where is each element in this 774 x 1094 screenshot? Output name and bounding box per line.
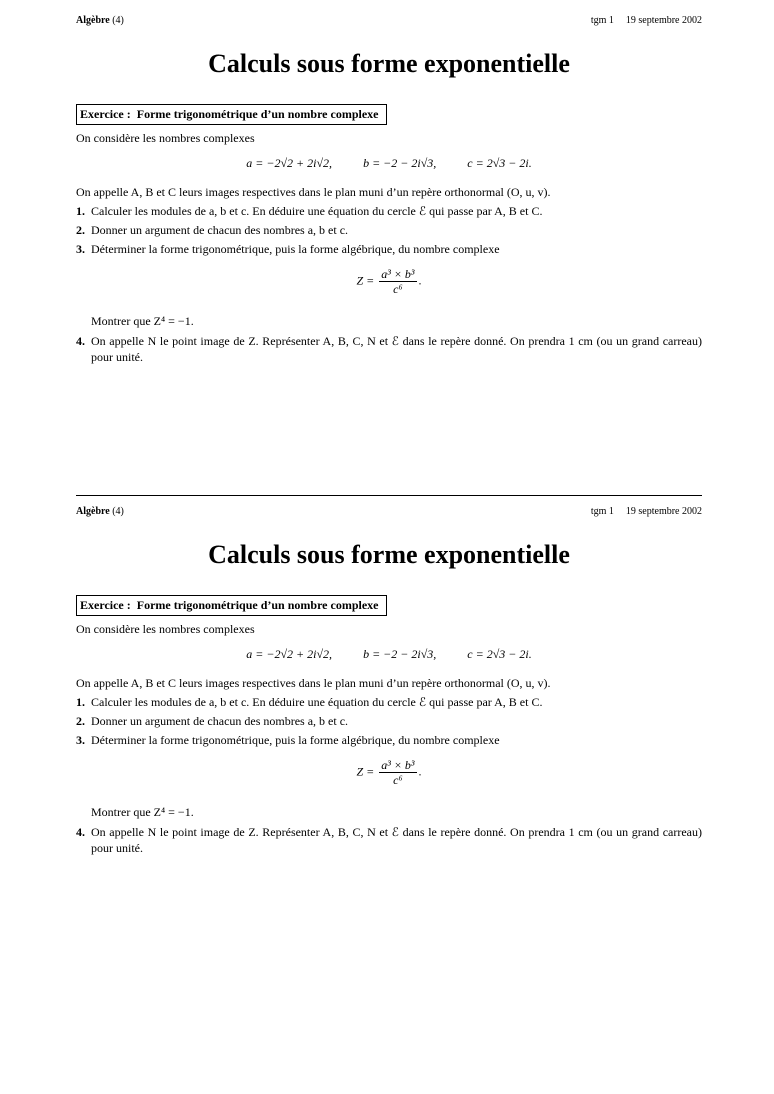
item-2-text: Donner un argument de chacun des nombres a, b et c.	[91, 223, 349, 237]
images-sentence: On appelle A, B et C leurs images respectives dans le plan muni d’un repère orthonormal (O, u, v).	[76, 676, 551, 690]
item-number: 1.	[76, 695, 85, 709]
page-title: Calculs sous forme exponentielle	[208, 540, 570, 569]
item-3-text: Déterminer la forme trigonométrique, puis la forme algébrique, du nombre complexe	[91, 733, 500, 747]
equation-c: c = 2√3 − 2i.	[467, 156, 532, 170]
equation-line	[76, 154, 702, 172]
equation-a: a = −2√2 + 2i√2,	[246, 647, 333, 661]
separator-rule	[76, 495, 702, 496]
item-number: 4.	[76, 825, 85, 839]
formula-tail: .	[418, 764, 422, 779]
formula-lhs: Z =	[356, 273, 375, 288]
item-number: 3.	[76, 733, 85, 747]
page-header	[76, 14, 702, 28]
item-1-text: Calculer les modules de a, b et c. En déduire une équation du cercle ℰ qui passe par A, B et C.	[91, 204, 543, 218]
header-chapter: (4)	[112, 506, 124, 517]
formula-fraction	[379, 758, 416, 787]
formula-denominator: c⁶	[393, 282, 403, 296]
equation-b: b = −2 − 2i√3,	[363, 156, 437, 170]
item-number: 3.	[76, 242, 85, 256]
header-subject: Algèbre	[76, 506, 110, 517]
header-class: tgm 1	[590, 15, 614, 26]
intro-text: On considère les nombres complexes	[76, 131, 255, 145]
item-4-text: On appelle N le point image de Z. Représenter A, B, C, N et ℰ dans le repère donné. On prendra 1 cm (ou un grand carreau) pour unité.	[91, 334, 702, 364]
formula-z	[76, 758, 702, 787]
item-4-text: On appelle N le point image de Z. Représenter A, B, C, N et ℰ dans le repère donné. On prendra 1 cm (ou un grand carreau) pour unité.	[91, 825, 702, 855]
item-2-text: Donner un argument de chacun des nombres a, b et c.	[91, 714, 349, 728]
exercise-title: Forme trigonométrique d’un nombre complexe	[136, 107, 379, 121]
equation-b: b = −2 − 2i√3,	[363, 647, 437, 661]
item-number: 1.	[76, 204, 85, 218]
formula-numerator: a³ × b³	[381, 267, 415, 281]
show-text: Montrer que Z⁴ = −1.	[91, 314, 194, 328]
exercise-box	[76, 104, 387, 125]
formula-z	[76, 267, 702, 296]
exercise-label: Exercice :	[80, 107, 131, 121]
equation-line	[76, 645, 702, 663]
intro-text: On considère les nombres complexes	[76, 622, 255, 636]
exercise-sheet-copy-1	[76, 14, 702, 384]
formula-tail: .	[418, 273, 422, 288]
header-class: tgm 1	[590, 506, 614, 517]
exercise-label: Exercice :	[80, 598, 131, 612]
equation-c: c = 2√3 − 2i.	[467, 647, 532, 661]
item-number: 2.	[76, 714, 85, 728]
item-number: 2.	[76, 223, 85, 237]
equation-a: a = −2√2 + 2i√2,	[246, 156, 333, 170]
images-sentence: On appelle A, B et C leurs images respectives dans le plan muni d’un repère orthonormal (O, u, v).	[76, 185, 551, 199]
item-number: 4.	[76, 334, 85, 348]
exercise-box	[76, 595, 387, 616]
exercise-title: Forme trigonométrique d’un nombre complexe	[136, 598, 379, 612]
header-subject: Algèbre	[76, 15, 110, 26]
item-3-text: Déterminer la forme trigonométrique, puis la forme algébrique, du nombre complexe	[91, 242, 500, 256]
formula-lhs: Z =	[356, 764, 375, 779]
exercise-sheet-copy-2	[76, 505, 702, 875]
header-chapter: (4)	[112, 15, 124, 26]
page-title: Calculs sous forme exponentielle	[208, 49, 570, 78]
header-date: 19 septembre 2002	[625, 506, 702, 517]
show-text: Montrer que Z⁴ = −1.	[91, 805, 194, 819]
formula-denominator: c⁶	[393, 773, 403, 787]
formula-fraction	[379, 267, 416, 296]
formula-numerator: a³ × b³	[381, 758, 415, 772]
item-1-text: Calculer les modules de a, b et c. En déduire une équation du cercle ℰ qui passe par A, B et C.	[91, 695, 543, 709]
page-header	[76, 505, 702, 519]
header-date: 19 septembre 2002	[625, 15, 702, 26]
